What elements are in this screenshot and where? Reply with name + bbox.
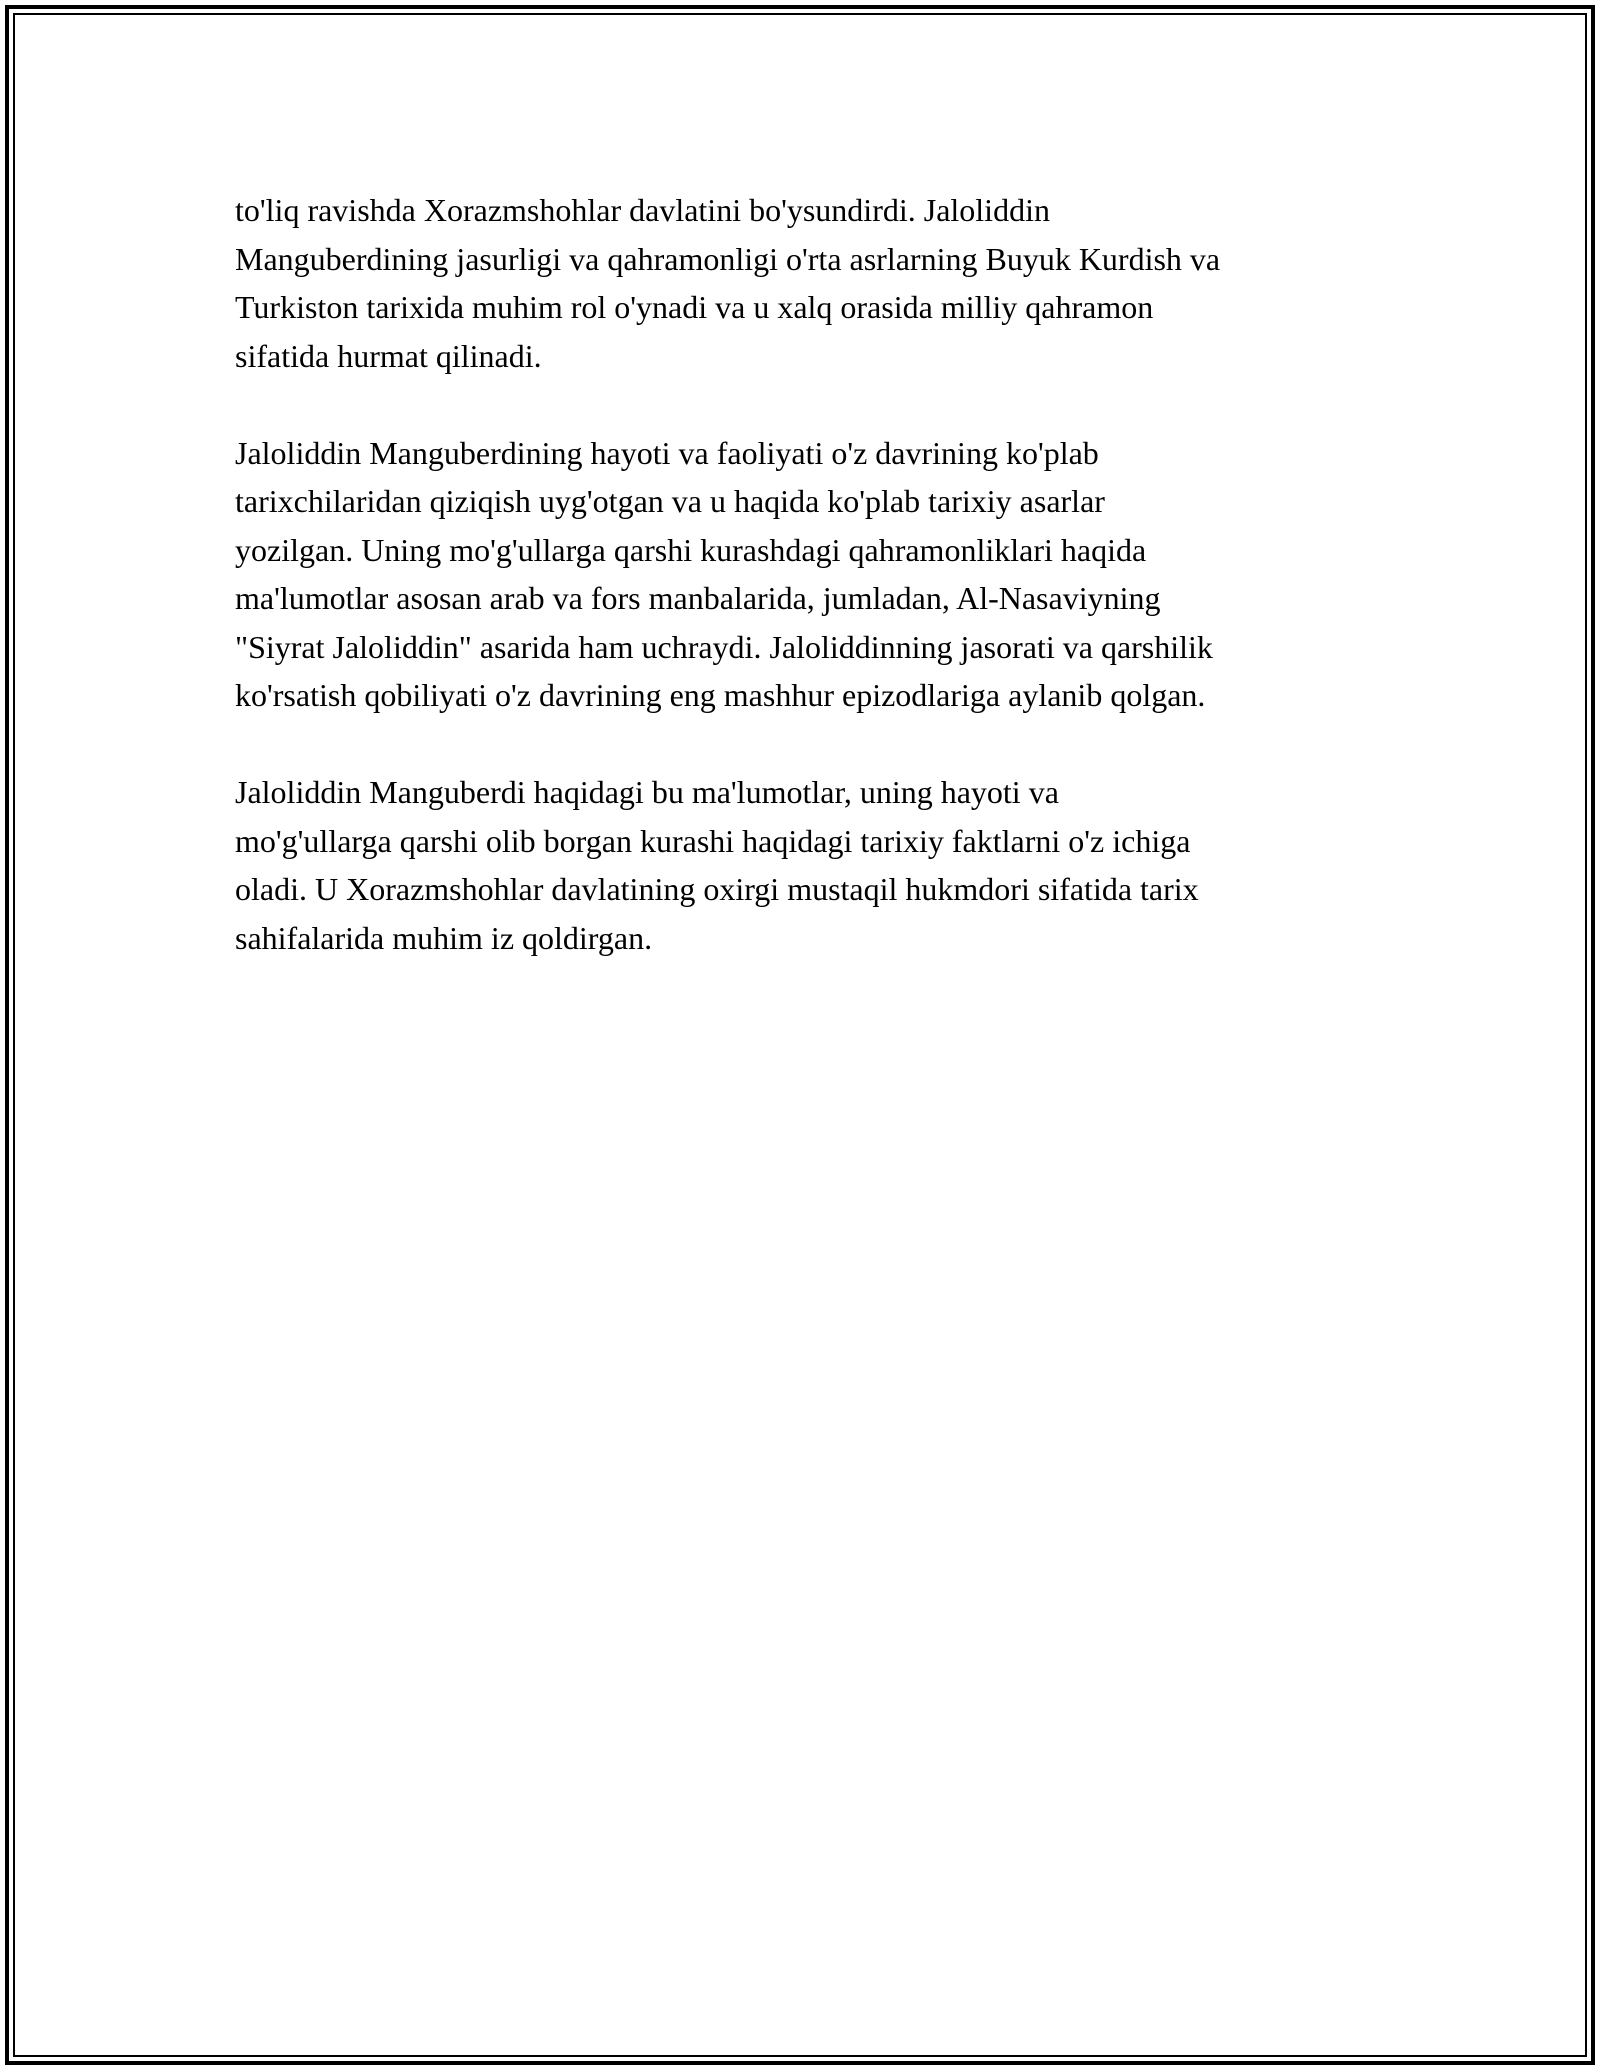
- paragraph-1: to'liq ravishda Xorazmshohlar davlatini bo'ysundirdi. Jaloliddin Manguberdining jasurligi va qahramonligi o'rta asrlarning Buyuk Kurdish va Turkiston tarixida muhim rol o'ynadi va u xalq orasida milliy qahramon sifatida hurmat qilinadi.: [235, 192, 1221, 374]
- document-body: [235, 186, 1375, 1011]
- paragraph-2: Jaloliddin Manguberdining hayoti va faoliyati o'z davrining ko'plab tarixchilaridan qiziqish uyg'otgan va u haqida ko'plab tarixiy asarlar yozilgan. Uning mo'g'ullarga qarshi kurashdagi qahramonliklari haqida ma'lumotlar asosan arab va fors manbalarida, jumladan, Al-Nasaviyning "Siyrat Jaloliddin" asarida ham uchraydi. Jaloliddinning jasorati va qarshilik ko'rsatish qobiliyati o'z davrining eng mashhur epizodlariga aylanib qolgan.: [235, 434, 1213, 713]
- paragraph-3: Jaloliddin Manguberdi haqidagi bu ma'lumotlar, uning hayoti va mo'g'ullarga qarshi olib borgan kurashi haqidagi tarixiy faktlarni o'z ichiga oladi. U Xorazmshohlar davlatining oxirgi mustaqil hukmdori sifatida tarix sahifalarida muhim iz qoldirgan.: [235, 774, 1199, 956]
